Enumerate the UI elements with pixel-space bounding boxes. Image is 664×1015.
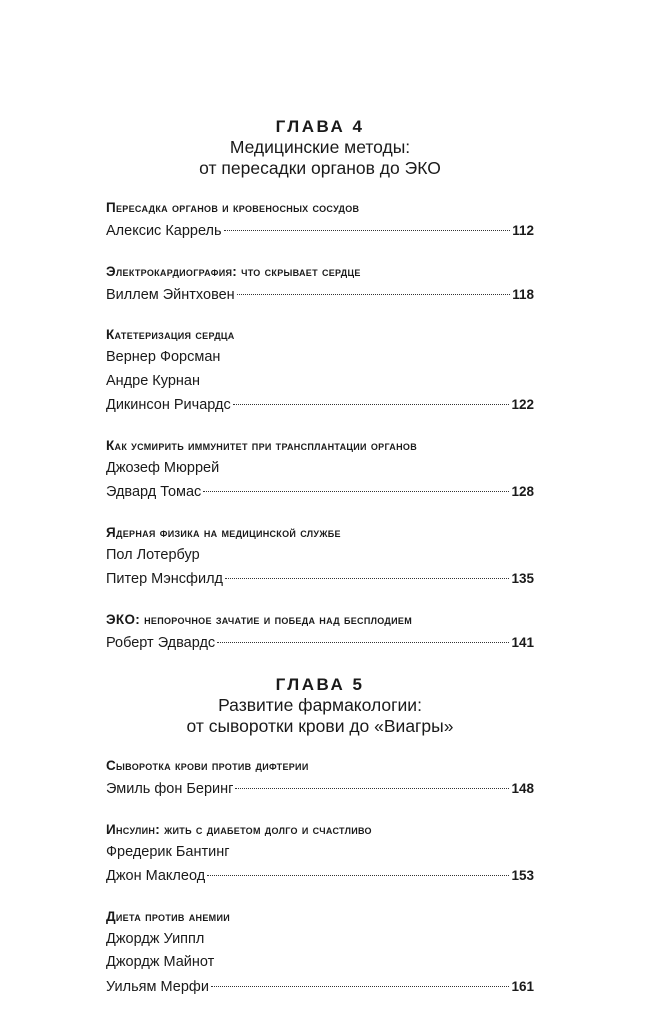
dot-leader: [211, 986, 510, 987]
dot-leader: [207, 875, 509, 876]
author-name: Пол Лотербур: [106, 546, 200, 563]
toc-section: [106, 754, 534, 802]
chapter-title-line-1: Развитие фармакологии:: [218, 695, 422, 715]
section-list: [106, 754, 534, 999]
section-list: [106, 196, 534, 655]
section-title: Пересадка органов и кровеносных сосудов: [106, 200, 360, 215]
toc-section: [106, 323, 534, 418]
author-name: Виллем Эйнтховен: [106, 286, 235, 303]
toc-entry[interactable]: [106, 777, 534, 802]
toc-section: [106, 905, 534, 1000]
author-name: Джордж Уиппл: [106, 930, 205, 947]
chapter-header: [106, 117, 534, 179]
chapter-5: [106, 675, 534, 999]
toc-entry[interactable]: [106, 631, 534, 656]
dot-leader: [225, 578, 509, 579]
author-name: Алексис Каррель: [106, 223, 222, 239]
chapter-title-line-2: от сыворотки крови до «Виагры»: [186, 716, 454, 736]
author-name: Фредерик Бантинг: [106, 843, 230, 860]
toc-section: [106, 521, 534, 592]
toc-entry: [106, 841, 534, 865]
toc-entry[interactable]: [106, 283, 534, 308]
author-name: Вернер Форсман: [106, 349, 221, 365]
toc-section: [106, 818, 534, 889]
section-title: Диета против анемии: [106, 908, 230, 924]
page-number: 148: [511, 781, 534, 796]
chapter-label: ГЛАВА 4: [275, 117, 365, 136]
page-number: 141: [511, 634, 534, 650]
dot-leader: [237, 294, 511, 295]
page-number: 128: [511, 484, 534, 499]
toc-entry: [106, 457, 534, 481]
dot-leader: [224, 230, 511, 231]
toc-section: [106, 434, 534, 505]
author-name: Питер Мэнсфилд: [106, 571, 224, 587]
section-title: Катетеризация сердца: [106, 327, 235, 342]
section-title: ЭКО: непорочное зачатие и победа над бесплодием: [106, 611, 413, 627]
page-number: 153: [511, 868, 534, 883]
toc-section: [106, 608, 534, 656]
chapter-title-line-1: Медицинские методы:: [229, 137, 411, 157]
toc-section: [106, 260, 534, 308]
toc-section: [106, 196, 534, 244]
toc-entry: [106, 544, 534, 568]
author-name: Дикинсон Ричардс: [106, 397, 231, 413]
page-number: 135: [511, 571, 534, 586]
toc-entry[interactable]: [106, 480, 534, 505]
page-number: 118: [512, 286, 534, 302]
author-name: Эдвард Томас: [106, 484, 202, 500]
page-number: 122: [511, 397, 534, 412]
section-title: Электрокардиография: что скрывает сердце: [106, 263, 361, 279]
author-name: Роберт Эдвардс: [106, 634, 216, 651]
chapter-title-line-2: от пересадки органов до ЭКО: [199, 158, 441, 178]
toc-entry[interactable]: [106, 975, 534, 1000]
toc-entry[interactable]: [106, 567, 534, 592]
toc-entry[interactable]: [106, 393, 534, 418]
dot-leader: [233, 404, 510, 405]
dot-leader: [203, 491, 509, 492]
toc-entry: [106, 928, 534, 952]
section-title: Ядерная физика на медицинской службе: [106, 524, 341, 540]
page-number: 161: [511, 978, 534, 994]
chapter-header: [106, 675, 534, 737]
author-name: Джозеф Мюррей: [106, 459, 220, 476]
author-name: Эмиль фон Беринг: [106, 781, 234, 797]
toc-entry: [106, 346, 534, 370]
toc-entry: [106, 951, 534, 975]
author-name: Джордж Майнот: [106, 954, 215, 970]
section-title: Сыворотка крови против дифтерии: [106, 758, 309, 773]
author-name: Джон Маклеод: [106, 868, 206, 884]
author-name: Андре Курнан: [106, 372, 200, 389]
chapter-4: [106, 117, 534, 655]
toc-entry: [106, 370, 534, 394]
table-of-contents: [106, 117, 534, 1015]
section-title: Инсулин: жить с диабетом долго и счастливо: [106, 821, 372, 837]
dot-leader: [235, 788, 509, 789]
author-name: Уильям Мерфи: [106, 978, 209, 995]
toc-entry[interactable]: [106, 864, 534, 889]
toc-entry[interactable]: [106, 219, 534, 244]
section-title: Как усмирить иммунитет при трансплантации органов: [106, 437, 418, 453]
chapter-label: ГЛАВА 5: [275, 675, 365, 694]
page-number: 112: [512, 223, 534, 238]
dot-leader: [217, 642, 509, 643]
